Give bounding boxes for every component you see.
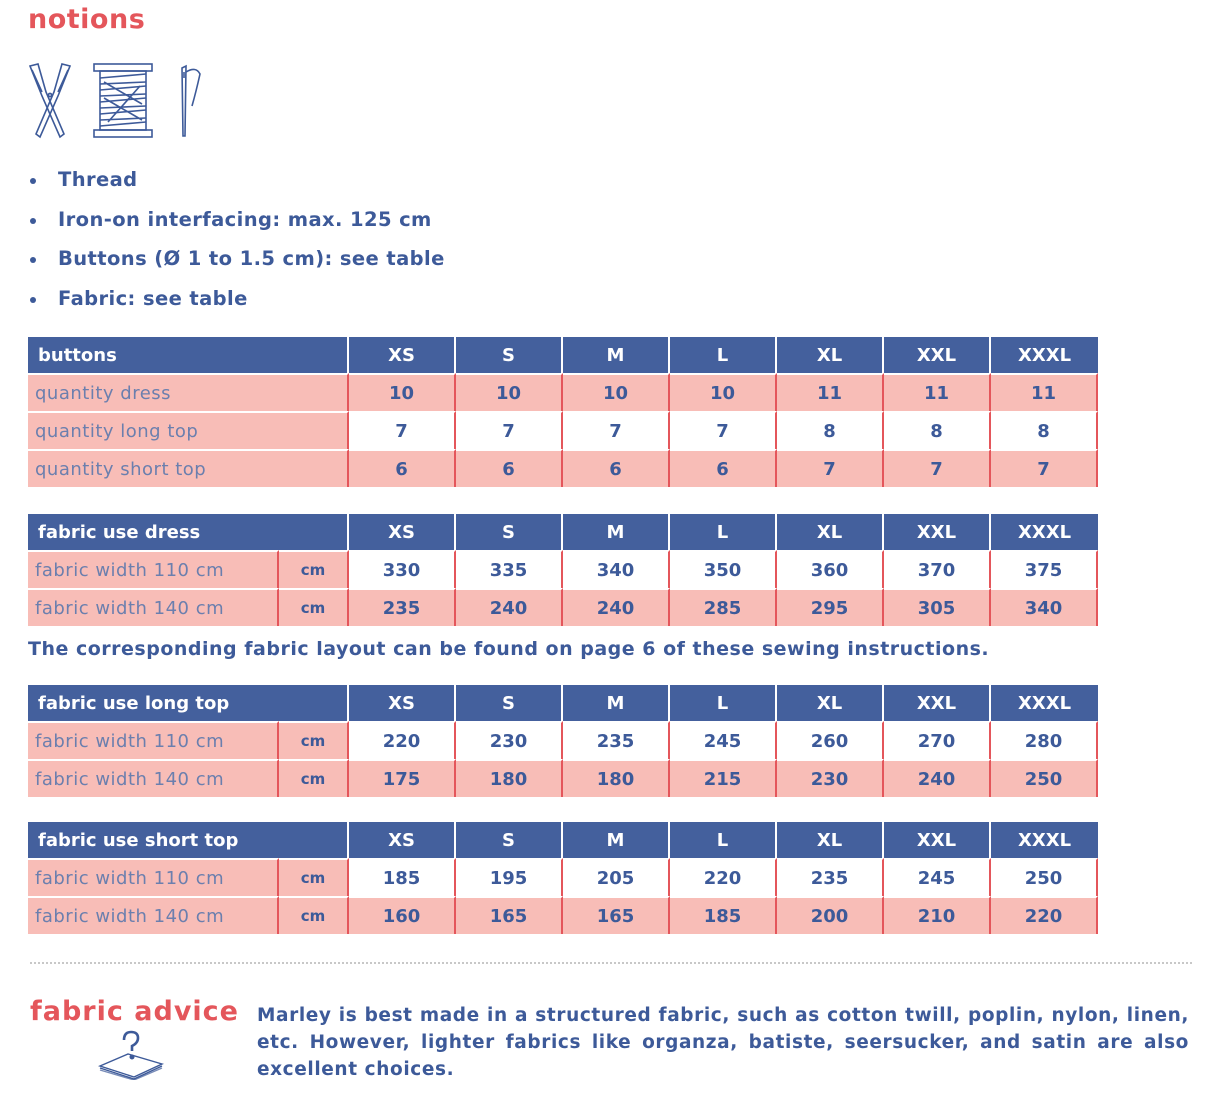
table-cell: 235 (777, 858, 884, 896)
table-cell: 7 (884, 449, 991, 487)
size-header: XL (777, 822, 884, 858)
table-cell: 375 (991, 550, 1098, 588)
table-cell: 195 (456, 858, 563, 896)
table-cell: 260 (777, 721, 884, 759)
table-header-row (28, 685, 1098, 721)
size-header: XS (349, 685, 456, 721)
row-label: quantity short top (28, 449, 349, 487)
size-header: XXXL (991, 822, 1098, 858)
table-row (28, 588, 1098, 626)
table-cell: 220 (991, 896, 1098, 934)
table-cell: 340 (991, 588, 1098, 626)
table-cell: 200 (777, 896, 884, 934)
table-title: fabric use dress (28, 514, 349, 550)
notions-item: Buttons (Ø 1 to 1.5 cm): see table (28, 245, 445, 285)
size-header: M (563, 685, 670, 721)
table-cell: 250 (991, 759, 1098, 797)
size-header: L (670, 822, 777, 858)
size-header: M (563, 822, 670, 858)
size-header: L (670, 685, 777, 721)
table-cell: 175 (349, 759, 456, 797)
row-label: quantity dress (28, 373, 349, 411)
table-cell: 240 (563, 588, 670, 626)
table-cell: 240 (884, 759, 991, 797)
table-cell: 210 (884, 896, 991, 934)
table-cell: 330 (349, 550, 456, 588)
fabric-advice-title: fabric advice (30, 996, 239, 1027)
notions-item: Iron-on interfacing: max. 125 cm (28, 206, 445, 246)
table-title: fabric use long top (28, 685, 349, 721)
table-cell: 10 (349, 373, 456, 411)
size-header: L (670, 514, 777, 550)
table-cell: 280 (991, 721, 1098, 759)
size-header: S (456, 822, 563, 858)
unit-label: cm (279, 721, 349, 759)
table-row (28, 449, 1098, 487)
table-cell: 220 (349, 721, 456, 759)
table-cell: 185 (349, 858, 456, 896)
table-cell: 8 (884, 411, 991, 449)
table-cell: 245 (670, 721, 777, 759)
row-label: fabric width 140 cm (28, 588, 279, 626)
table-cell: 6 (563, 449, 670, 487)
size-header: XXL (884, 822, 991, 858)
table-row (28, 411, 1098, 449)
size-header: XXL (884, 514, 991, 550)
table-header-row (28, 822, 1098, 858)
table-cell: 185 (670, 896, 777, 934)
size-header: XL (777, 685, 884, 721)
table-cell: 10 (670, 373, 777, 411)
table-cell: 215 (670, 759, 777, 797)
unit-label: cm (279, 588, 349, 626)
table-row (28, 373, 1098, 411)
section-divider (30, 962, 1192, 964)
unit-label: cm (279, 858, 349, 896)
table-cell: 205 (563, 858, 670, 896)
size-header: S (456, 685, 563, 721)
size-header: S (456, 514, 563, 550)
size-header: XXL (884, 685, 991, 721)
table-cell: 7 (991, 449, 1098, 487)
table-cell: 6 (456, 449, 563, 487)
thread-spool-icon (94, 64, 152, 137)
unit-label: cm (279, 550, 349, 588)
table-header-row (28, 514, 1098, 550)
table-cell: 270 (884, 721, 991, 759)
size-header: XS (349, 822, 456, 858)
table-row (28, 550, 1098, 588)
table-cell: 295 (777, 588, 884, 626)
table-cell: 335 (456, 550, 563, 588)
row-label: quantity long top (28, 411, 349, 449)
table-cell: 240 (456, 588, 563, 626)
scissors-icon (30, 64, 70, 137)
table-cell: 7 (563, 411, 670, 449)
table-cell: 7 (456, 411, 563, 449)
fabric-short-top-table (28, 822, 1098, 934)
size-header: XXXL (991, 514, 1098, 550)
table-cell: 6 (670, 449, 777, 487)
table-cell: 8 (991, 411, 1098, 449)
table-cell: 10 (456, 373, 563, 411)
size-header: XXL (884, 337, 991, 373)
size-header: M (563, 337, 670, 373)
table-cell: 10 (563, 373, 670, 411)
table-cell: 11 (777, 373, 884, 411)
size-header: XXXL (991, 337, 1098, 373)
table-cell: 350 (670, 550, 777, 588)
table-cell: 230 (777, 759, 884, 797)
table-cell: 285 (670, 588, 777, 626)
notions-list (28, 166, 445, 324)
table-cell: 11 (884, 373, 991, 411)
table-row (28, 896, 1098, 934)
table-cell: 250 (991, 858, 1098, 896)
table-cell: 160 (349, 896, 456, 934)
size-header: XS (349, 514, 456, 550)
table-cell: 7 (777, 449, 884, 487)
notions-title: notions (28, 4, 146, 35)
fabric-advice-text: Marley is best made in a structured fabric, such as cotton twill, poplin, nylon, linen, etc. However, lighter fabrics like organza, batiste, seersucker, and satin are also excellent choices. (257, 1005, 1189, 1080)
row-label: fabric width 110 cm (28, 858, 279, 896)
row-label: fabric width 140 cm (28, 759, 279, 797)
unit-label: cm (279, 896, 349, 934)
row-label: fabric width 110 cm (28, 721, 279, 759)
fabric-question-icon (98, 1030, 164, 1084)
table-header-row (28, 337, 1098, 373)
table-row (28, 858, 1098, 896)
table-cell: 220 (670, 858, 777, 896)
table-row (28, 721, 1098, 759)
table-cell: 7 (670, 411, 777, 449)
table-title: buttons (28, 337, 349, 373)
table-cell: 235 (349, 588, 456, 626)
fabric-long-top-table (28, 685, 1098, 797)
size-header: XL (777, 514, 884, 550)
table-cell: 165 (563, 896, 670, 934)
table-cell: 7 (349, 411, 456, 449)
fabric-layout-note: The corresponding fabric layout can be found on page 6 of these sewing instructions. (28, 638, 990, 660)
notions-item: Thread (28, 166, 445, 206)
table-cell: 8 (777, 411, 884, 449)
table-title: fabric use short top (28, 822, 349, 858)
fabric-dress-table (28, 514, 1098, 626)
row-label: fabric width 140 cm (28, 896, 279, 934)
row-label: fabric width 110 cm (28, 550, 279, 588)
size-header: S (456, 337, 563, 373)
size-header: XL (777, 337, 884, 373)
size-header: M (563, 514, 670, 550)
table-cell: 230 (456, 721, 563, 759)
buttons-table (28, 337, 1098, 487)
notions-item: Fabric: see table (28, 285, 445, 325)
table-cell: 245 (884, 858, 991, 896)
table-cell: 11 (991, 373, 1098, 411)
table-cell: 370 (884, 550, 991, 588)
table-cell: 180 (563, 759, 670, 797)
table-cell: 305 (884, 588, 991, 626)
table-cell: 165 (456, 896, 563, 934)
table-cell: 235 (563, 721, 670, 759)
table-cell: 180 (456, 759, 563, 797)
table-cell: 6 (349, 449, 456, 487)
size-header: L (670, 337, 777, 373)
needle-icon (182, 66, 200, 136)
table-row (28, 759, 1098, 797)
notions-icons (24, 62, 214, 142)
size-header: XXXL (991, 685, 1098, 721)
table-cell: 360 (777, 550, 884, 588)
unit-label: cm (279, 759, 349, 797)
size-header: XS (349, 337, 456, 373)
table-cell: 340 (563, 550, 670, 588)
